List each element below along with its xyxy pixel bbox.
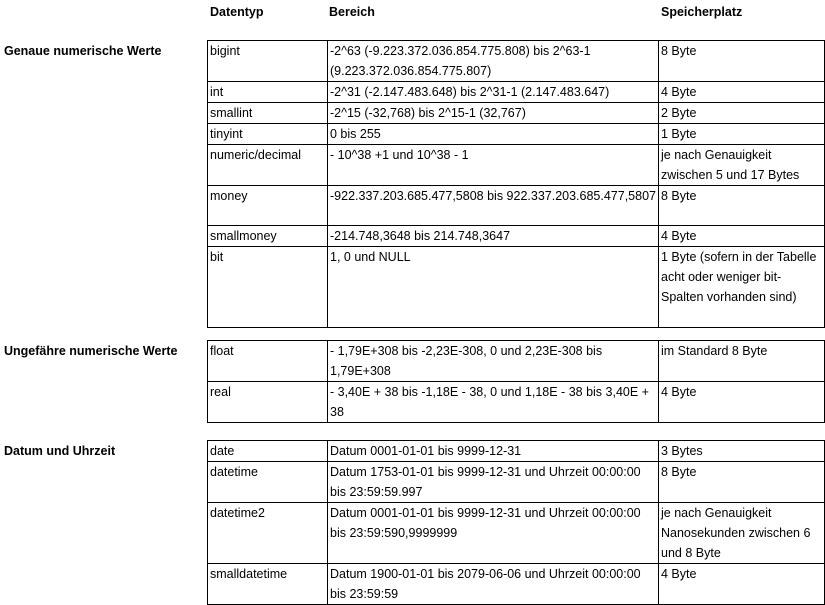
table-row bbox=[208, 503, 825, 564]
cell-storage: 4 Byte bbox=[659, 82, 825, 103]
table-row bbox=[208, 341, 825, 382]
table-row bbox=[208, 462, 825, 503]
cell-storage: 4 Byte bbox=[659, 226, 825, 247]
cell-range: - 10^38 +1 und 10^38 - 1 bbox=[328, 145, 659, 186]
cell-type: numeric/decimal bbox=[208, 145, 328, 186]
cell-range: - 1,79E+308 bis -2,23E-308, 0 und 2,23E-308 bis 1,79E+308 bbox=[328, 341, 659, 382]
cell-storage: je nach Genauigkeit zwischen 5 und 17 Bytes bbox=[659, 145, 825, 186]
table-row bbox=[208, 124, 825, 145]
header-datentyp: Datentyp bbox=[210, 5, 264, 19]
header-bereich: Bereich bbox=[329, 5, 375, 19]
cell-range: -2^15 (-32,768) bis 2^15-1 (32,767) bbox=[328, 103, 659, 124]
table-datum-und-uhrzeit bbox=[207, 440, 825, 605]
table-row bbox=[208, 82, 825, 103]
cell-range: Datum 0001-01-01 bis 9999-12-31 und Uhrzeit 00:00:00 bis 23:59:590,9999999 bbox=[328, 503, 659, 564]
cell-storage: je nach Genauigkeit Nanosekunden zwischen 6 und 8 Byte bbox=[659, 503, 825, 564]
cell-range: Datum 1900-01-01 bis 2079-06-06 und Uhrzeit 00:00:00 bis 23:59:59 bbox=[328, 564, 659, 605]
table-row bbox=[208, 564, 825, 605]
cell-type: smallint bbox=[208, 103, 328, 124]
cell-storage: im Standard 8 Byte bbox=[659, 341, 825, 382]
cell-range: -2^31 (-2.147.483.648) bis 2^31-1 (2.147.483.647) bbox=[328, 82, 659, 103]
cell-storage: 2 Byte bbox=[659, 103, 825, 124]
cell-type: tinyint bbox=[208, 124, 328, 145]
cell-storage: 3 Bytes bbox=[659, 441, 825, 462]
cell-type: smallmoney bbox=[208, 226, 328, 247]
table-genaue-numerische-werte bbox=[207, 40, 825, 328]
cell-type: date bbox=[208, 441, 328, 462]
table-row bbox=[208, 103, 825, 124]
section-label-genaue: Genaue numerische Werte bbox=[4, 44, 162, 58]
cell-type: money bbox=[208, 186, 328, 226]
cell-type: datetime bbox=[208, 462, 328, 503]
section-label-datum: Datum und Uhrzeit bbox=[4, 444, 116, 458]
cell-storage: 1 Byte bbox=[659, 124, 825, 145]
table-row bbox=[208, 247, 825, 328]
table-row bbox=[208, 441, 825, 462]
cell-range: -214.748,3648 bis 214.748,3647 bbox=[328, 226, 659, 247]
table-row bbox=[208, 382, 825, 423]
cell-storage: 4 Byte bbox=[659, 564, 825, 605]
cell-range: -922.337.203.685.477,5808 bis 922.337.203.685.477,5807 bbox=[328, 186, 659, 226]
cell-storage: 1 Byte (sofern in der Tabelle acht oder weniger bit-Spalten vorhanden sind) bbox=[659, 247, 825, 328]
cell-storage: 8 Byte bbox=[659, 41, 825, 82]
cell-range: 0 bis 255 bbox=[328, 124, 659, 145]
cell-type: real bbox=[208, 382, 328, 423]
cell-type: datetime2 bbox=[208, 503, 328, 564]
cell-range: Datum 0001-01-01 bis 9999-12-31 bbox=[328, 441, 659, 462]
cell-storage: 8 Byte bbox=[659, 462, 825, 503]
section-label-ungefaehre: Ungefähre numerische Werte bbox=[4, 344, 178, 358]
table-ungefaehre-numerische-werte bbox=[207, 340, 825, 423]
cell-range: -2^63 (-9.223.372.036.854.775.808) bis 2^63-1 (9.223.372.036.854.775.807) bbox=[328, 41, 659, 82]
cell-storage: 8 Byte bbox=[659, 186, 825, 226]
cell-type: float bbox=[208, 341, 328, 382]
table-row bbox=[208, 226, 825, 247]
table-row bbox=[208, 41, 825, 82]
cell-type: bit bbox=[208, 247, 328, 328]
cell-type: int bbox=[208, 82, 328, 103]
header-speicherplatz: Speicherplatz bbox=[661, 5, 743, 19]
table-row bbox=[208, 145, 825, 186]
cell-storage: 4 Byte bbox=[659, 382, 825, 423]
cell-range: Datum 1753-01-01 bis 9999-12-31 und Uhrzeit 00:00:00 bis 23:59:59.997 bbox=[328, 462, 659, 503]
cell-range: 1, 0 und NULL bbox=[328, 247, 659, 328]
cell-type: bigint bbox=[208, 41, 328, 82]
cell-range: - 3,40E + 38 bis -1,18E - 38, 0 und 1,18E - 38 bis 3,40E + 38 bbox=[328, 382, 659, 423]
cell-type: smalldatetime bbox=[208, 564, 328, 605]
table-row bbox=[208, 186, 825, 226]
